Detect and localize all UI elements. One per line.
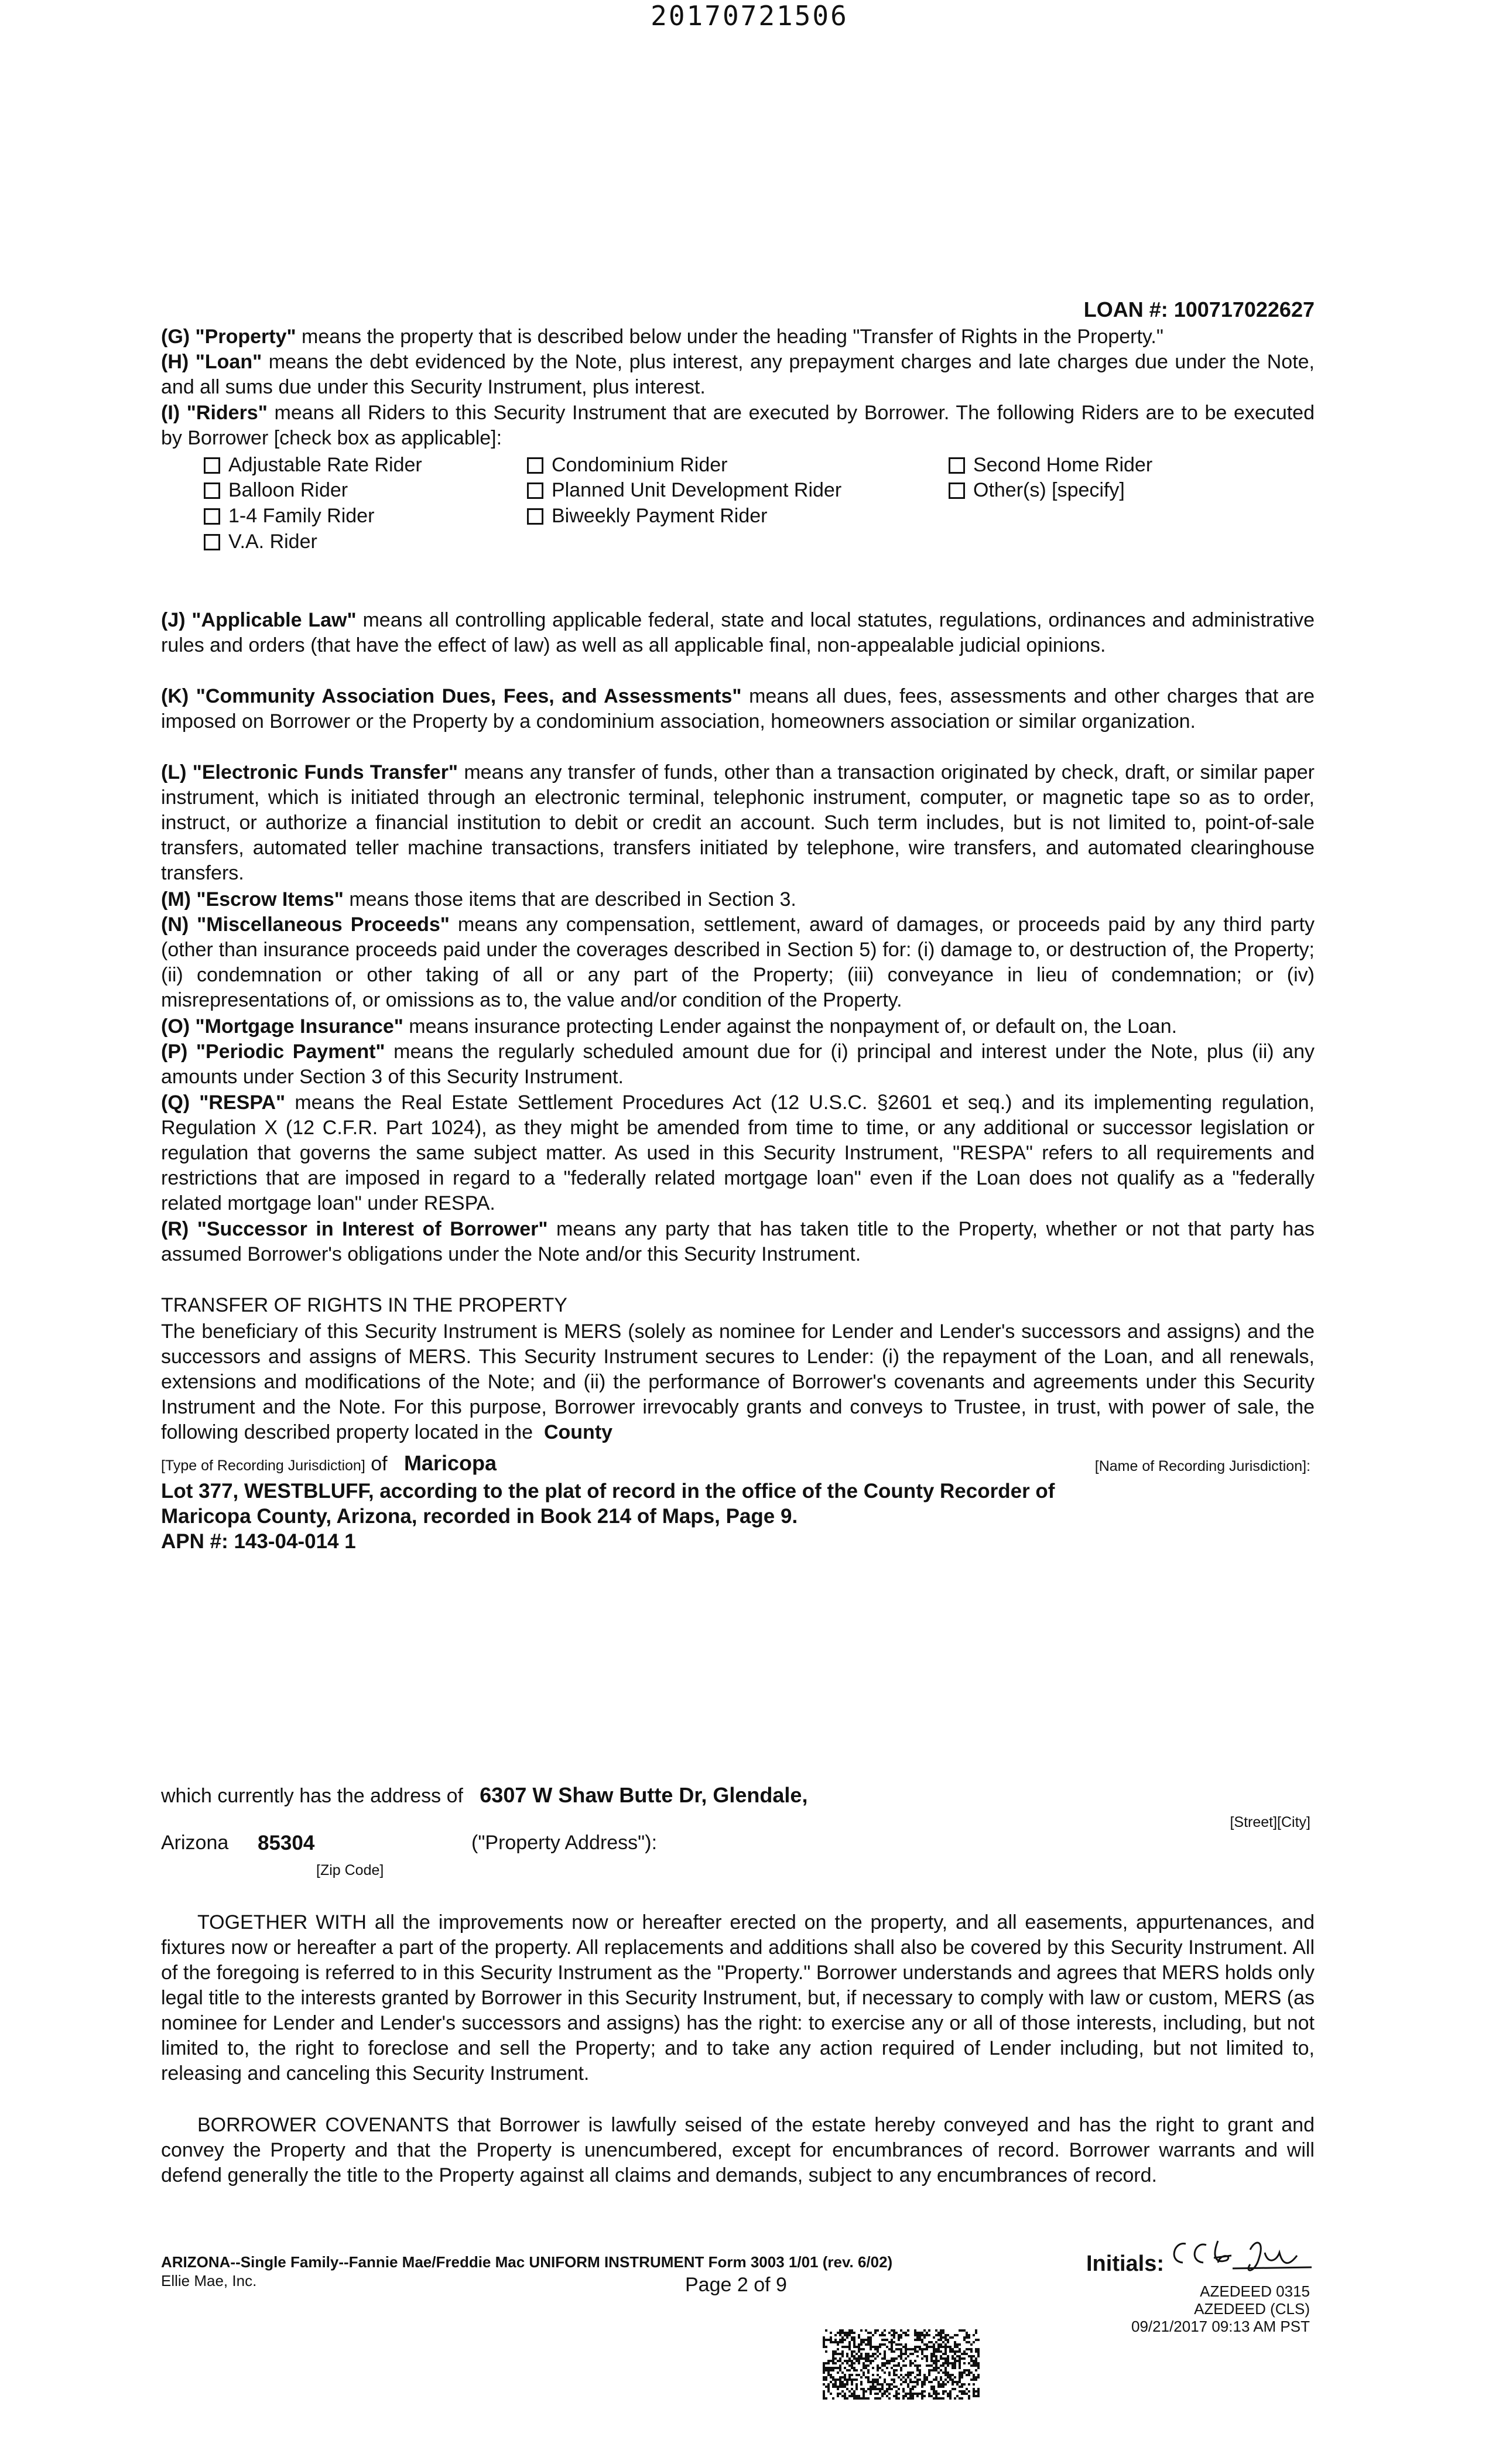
definition-text: means any compensation, settlement, award of damages, or proceeds paid by any third party (other than insurance proceeds paid under the coverages described in Section 5) for: (i) damage to, or destruction of, the Property; (ii) condemnation or other taking of all or any part of the Property; (iii) conveyance in lieu of condemnation; or (iv) misrepresentations of, or omissions as to, the value and/or condition of the Property.: [161, 913, 1315, 1011]
zip-code: 85304: [258, 1832, 315, 1854]
definition-text: means those items that are described in Section 3.: [343, 888, 796, 911]
page-number: Page 2 of 9: [685, 2274, 787, 2296]
checkbox-balloon-rider[interactable]: [204, 482, 220, 499]
definition-text: means all dues, fees, assessments and other charges that are imposed on Borrower or the Property by a condominium association, homeowners association or similar organization.: [161, 685, 1315, 733]
definition-term: (K) "Community Association Dues, Fees, and Assessments": [161, 685, 742, 707]
print-timestamp: 09/21/2017 09:13 AM PST: [1131, 2318, 1310, 2335]
definition-text: means insurance protecting Lender against the nonpayment of, or default on, the Loan.: [403, 1015, 1178, 1038]
rider-label: Planned Unit Development Rider: [552, 479, 842, 501]
form-code-2: AZEDEED (CLS): [1194, 2300, 1310, 2318]
definition-term: (H) "Loan": [161, 351, 262, 373]
checkbox-1-4-family-rider[interactable]: [204, 508, 220, 525]
definition-text: means the property that is described below under the heading "Transfer of Rights in the Property.": [296, 326, 1163, 348]
definition-text: means all controlling applicable federal, state and local statutes, regulations, ordinances and administrative rules and orders (that have the effect of law) as well as all applicable final, non-appealable judicial opinions.: [161, 609, 1315, 656]
checkbox-second-home-rider[interactable]: [949, 457, 965, 474]
definition-g: [161, 324, 1315, 350]
transfer-heading: TRANSFER OF RIGHTS IN THE PROPERTY: [161, 1294, 567, 1316]
definition-k: [161, 684, 1315, 734]
definition-text: means the Real Estate Settlement Procedures Act (12 U.S.C. §2601 et seq.) and its implementing regulation, Regulation X (12 C.F.R. Part 1024), as they might be amended from time to time, or any additional or successor legislation or regulation that governs the same subject matter. As used in this Security Instrument, "RESPA" refers to all requirements and restrictions that are imposed in regard to a "federally related mortgage loan" even if the Loan does not qualify as a "federally related mortgage loan" under RESPA.: [161, 1091, 1315, 1214]
address-intro: which currently has the address of: [161, 1785, 463, 1807]
jurisdiction-line: [161, 1451, 497, 1476]
jurisdiction-type-label: [Type of Recording Jurisdiction]: [161, 1457, 365, 1474]
definition-term: (N) "Miscellaneous Proceeds": [161, 913, 450, 936]
state: Arizona: [161, 1832, 229, 1854]
legal-description-line2: Maricopa County, Arizona, recorded in Book 214 of Maps, Page 9.: [161, 1505, 798, 1528]
definition-text: means the regularly scheduled amount due for (i) principal and interest under the Note, plus (ii) any amounts under Section 3 of this Security Instrument.: [161, 1041, 1315, 1088]
definition-term: (P) "Periodic Payment": [161, 1041, 385, 1063]
recording-number: 20170721506: [651, 0, 848, 32]
definition-term: (J) "Applicable Law": [161, 609, 357, 631]
definition-term: (O) "Mortgage Insurance": [161, 1015, 403, 1038]
rider-label: Other(s) [specify]: [973, 479, 1125, 501]
initials-label: Initials:: [1086, 2251, 1165, 2276]
loan-number: LOAN #: 100717022627: [1083, 297, 1315, 321]
rider-label: Adjustable Rate Rider: [228, 454, 422, 476]
definition-j: [161, 608, 1315, 658]
jurisdiction-name-label: [Name of Recording Jurisdiction]:: [1094, 1458, 1310, 1474]
rider-label: Biweekly Payment Rider: [552, 505, 768, 527]
definition-i: [161, 401, 1315, 451]
jurisdiction-type: County: [543, 1421, 613, 1443]
checkbox-adjustable-rate-rider[interactable]: [204, 457, 220, 474]
definition-term: (G) "Property": [161, 326, 296, 348]
transfer-body: [161, 1319, 1315, 1445]
form-name: ARIZONA--Single Family--Fannie Mae/Freddie Mac UNIFORM INSTRUMENT Form 3003 1/01 (rev. 6/02): [161, 2253, 893, 2271]
definition-term: (Q) "RESPA": [161, 1091, 286, 1114]
definition-h: [161, 350, 1315, 400]
rider-label: Condominium Rider: [552, 454, 728, 476]
checkbox-pud-rider[interactable]: [527, 482, 543, 499]
property-address-label: ("Property Address"):: [471, 1832, 658, 1854]
checkbox-va-rider[interactable]: [204, 534, 220, 550]
definition-l: [161, 760, 1315, 886]
handwritten-initials: [1162, 2232, 1315, 2282]
checkbox-condominium-rider[interactable]: [527, 457, 543, 474]
checkbox-other-rider[interactable]: [949, 482, 965, 499]
definition-term: (L) "Electronic Funds Transfer": [161, 761, 458, 783]
definition-text: means any party that has taken title to the Property, whether or not that party has assumed Borrower's obligations under the Note and/or this Security Instrument.: [161, 1218, 1315, 1265]
definition-text: means any transfer of funds, other than a transaction originated by check, draft, or similar paper instrument, which is initiated through an electronic terminal, telephonic instrument, computer, or magnetic tape so as to order, instruct, or authorize a financial institution to debit or credit an account. Such term includes, but is not limited to, point-of-sale transfers, automated teller machine transactions, transfers initiated by telephone, wire transfers, and automated clearinghouse transfers.: [161, 761, 1315, 884]
rider-label: Balloon Rider: [228, 479, 348, 501]
form-code-1: AZEDEED 0315: [1200, 2282, 1310, 2300]
street-city: 6307 W Shaw Butte Dr, Glendale,: [480, 1783, 808, 1807]
street-city-label: [Street][City]: [1230, 1814, 1310, 1830]
of-word: of: [371, 1453, 388, 1475]
definition-m: [161, 887, 1315, 912]
definition-term: (R) "Successor in Interest of Borrower": [161, 1218, 548, 1240]
together-with-paragraph: TOGETHER WITH all the improvements now or hereafter erected on the property, and all easements, appurtenances, and fixtures now or hereafter a part of the property. All replacements and additions shall also be covered by this Security Instrument. All of the foregoing is referred to in this Security Instrument as the "Property." Borrower understands and agrees that MERS holds only legal title to the interests granted by Borrower in this Security Instrument, but, if necessary to comply with law or custom, MERS (as nominee for Lender and Lender's successors and assigns) has the right: to exercise any or all of those interests, including, but not limited to, the right to foreclose and sell the Property; and to take any action required of Lender including, but not limited to, releasing and canceling this Security Instrument.: [161, 1911, 1315, 2085]
definition-term: (I) "Riders": [161, 402, 268, 424]
definition-text: means all Riders to this Security Instrument that are executed by Borrower. The following Riders are to be executed by Borrower [check box as applicable]:: [161, 402, 1315, 449]
definition-term: (M) "Escrow Items": [161, 888, 344, 911]
rider-label: V.A. Rider: [228, 531, 317, 553]
barcode-icon: [823, 2329, 980, 2400]
checkbox-biweekly-payment-rider[interactable]: [527, 508, 543, 525]
borrower-covenants-paragraph: BORROWER COVENANTS that Borrower is lawfully seised of the estate hereby conveyed and has the right to grant and convey the Property and that the Property is unencumbered, except for encumbrances of record. Borrower warrants and will defend generally the title to the Property against all claims and demands, subject to any encumbrances of record.: [161, 2114, 1315, 2186]
definition-text: means the debt evidenced by the Note, plus interest, any prepayment charges and late charges due under the Note, and all sums due under this Security Instrument, plus interest.: [161, 351, 1315, 398]
definition-r: [161, 1217, 1315, 1267]
rider-label: 1-4 Family Rider: [228, 505, 375, 527]
legal-description-line1: Lot 377, WESTBLUFF, according to the plat of record in the office of the County Recorder of: [161, 1480, 1055, 1503]
definition-n: [161, 912, 1315, 1013]
definition-o: [161, 1014, 1315, 1039]
jurisdiction-name: Maricopa: [403, 1451, 497, 1475]
definition-q: [161, 1090, 1315, 1216]
transfer-text: The beneficiary of this Security Instrument is MERS (solely as nominee for Lender and Lender's successors and assigns) and the successors and assigns of MERS. This Security Instrument secures to Lender: (i) the repayment of the Loan, and all renewals, extensions and modifications of the Note; and (ii) the performance of Borrower's covenants and agreements under this Security Instrument and the Note. For this purpose, Borrower irrevocably grants and conveys to Trustee, in trust, with power of sale, the following described property located in the: [161, 1320, 1315, 1443]
apn-number: APN #: 143-04-014 1: [161, 1530, 356, 1553]
vendor-name: Ellie Mae, Inc.: [161, 2272, 257, 2290]
address-line: [161, 1783, 807, 1808]
definition-p: [161, 1039, 1315, 1090]
zip-code-label: [Zip Code]: [316, 1862, 384, 1878]
rider-label: Second Home Rider: [973, 454, 1153, 476]
